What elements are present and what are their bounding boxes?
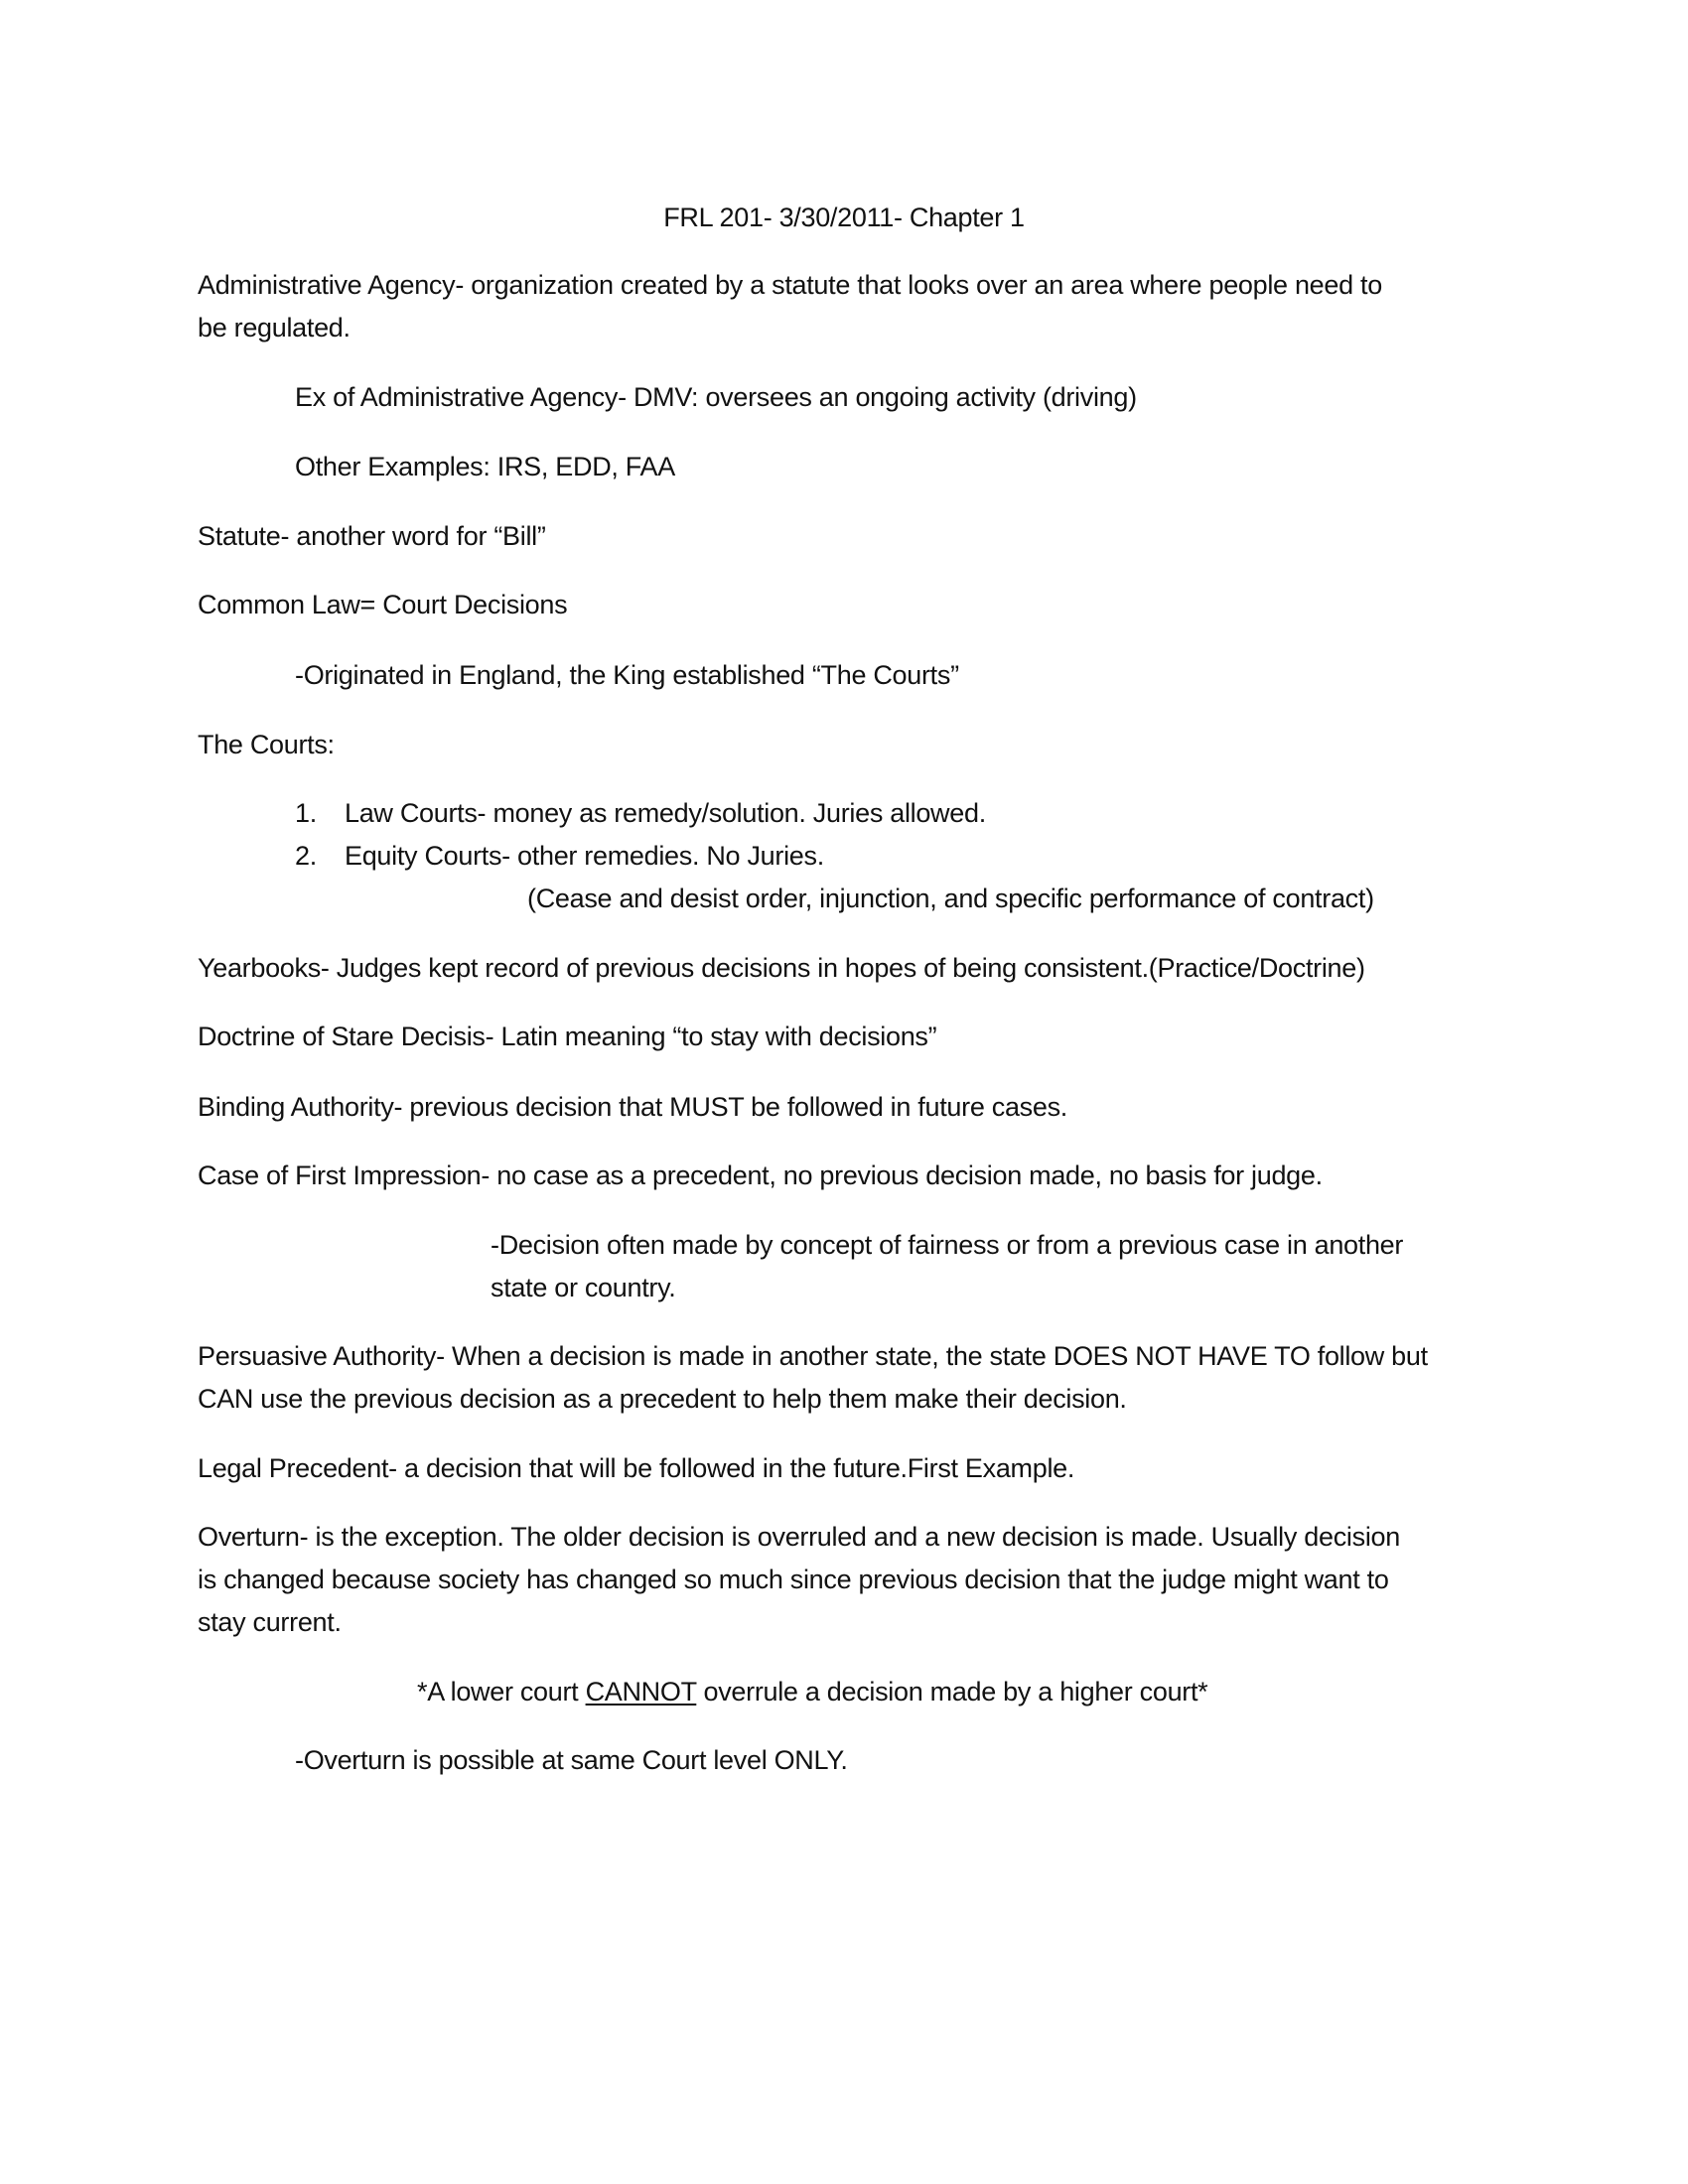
binding-authority-definition: Binding Authority- previous decision that MUST be followed in future cases. — [198, 1092, 1067, 1122]
legal-precedent-definition: Legal Precedent- a decision that will be followed in the future.First Example. — [198, 1453, 1075, 1483]
rule-emphasis-cannot: CANNOT — [585, 1677, 697, 1706]
first-impression-note-line2: state or country. — [491, 1273, 676, 1302]
common-law-definition: Common Law= Court Decisions — [198, 590, 568, 619]
overturn-definition-line3: stay current. — [198, 1607, 342, 1637]
administrative-agency-other-examples: Other Examples: IRS, EDD, FAA — [295, 452, 675, 481]
first-impression-definition: Case of First Impression- no case as a precedent, no previous decision made, no basis for judge. — [198, 1160, 1323, 1190]
overturn-definition-line1: Overturn- is the exception. The older decision is overruled and a new decision is made. Usually decision — [198, 1522, 1400, 1552]
rule-suffix: overrule a decision made by a higher court* — [696, 1677, 1208, 1706]
overturn-definition-line2: is changed because society has changed so much since previous decision that the judge might want to — [198, 1565, 1389, 1594]
page-title — [0, 202, 1688, 233]
statute-definition: Statute- another word for “Bill” — [198, 521, 546, 551]
administrative-agency-definition-line1: Administrative Agency- organization created by a statute that looks over an area where people need to — [198, 270, 1382, 300]
persuasive-authority-line2: CAN use the previous decision as a precedent to help them make their decision. — [198, 1384, 1127, 1414]
persuasive-authority-line1: Persuasive Authority- When a decision is made in another state, the state DOES NOT HAVE TO follow but — [198, 1341, 1428, 1371]
courts-item-1-number: 1. — [295, 798, 317, 828]
courts-item-2-text: Equity Courts- other remedies. No Juries. — [345, 841, 824, 871]
rule-prefix: *A lower court — [417, 1677, 586, 1706]
administrative-agency-example: Ex of Administrative Agency- DMV: oversees an ongoing activity (driving) — [295, 382, 1137, 412]
common-law-note: -Originated in England, the King established “The Courts” — [295, 660, 959, 690]
overturn-note: -Overturn is possible at same Court level ONLY. — [295, 1745, 848, 1775]
first-impression-note-line1: -Decision often made by concept of fairness or from a previous case in another — [491, 1230, 1404, 1260]
courts-item-2-number: 2. — [295, 841, 317, 871]
administrative-agency-definition-line2: be regulated. — [198, 313, 351, 342]
yearbooks-definition: Yearbooks- Judges kept record of previous decisions in hopes of being consistent.(Practice/Doctrine) — [198, 953, 1365, 983]
stare-decisis-definition: Doctrine of Stare Decisis- Latin meaning “to stay with decisions” — [198, 1022, 937, 1051]
page-title-text: FRL 201- 3/30/2011- Chapter 1 — [663, 203, 1025, 232]
court-hierarchy-rule — [417, 1676, 1207, 1707]
courts-heading: The Courts: — [198, 730, 335, 759]
equity-courts-note: (Cease and desist order, injunction, and specific performance of contract) — [527, 884, 1374, 913]
courts-item-1-text: Law Courts- money as remedy/solution. Juries allowed. — [345, 798, 986, 828]
